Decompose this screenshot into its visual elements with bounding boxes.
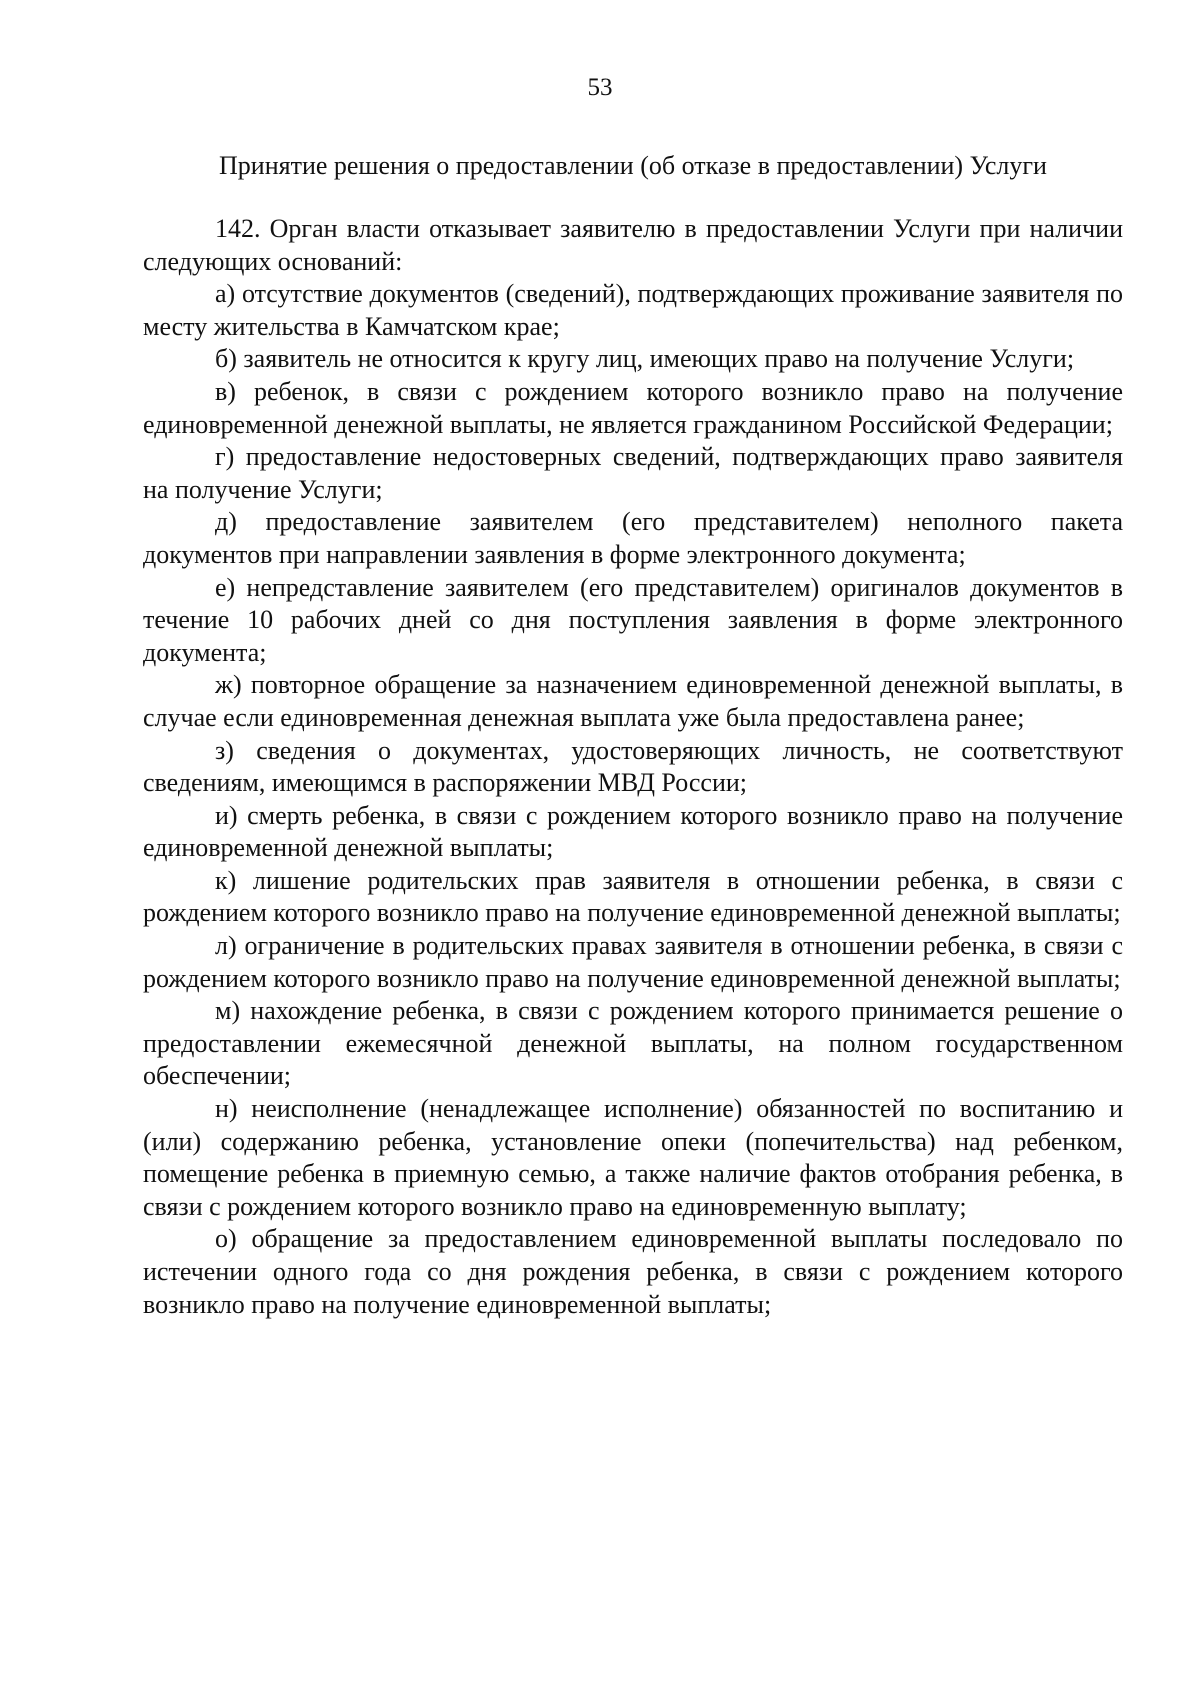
page-number: 53: [587, 74, 613, 101]
paragraph-item-l: л) ограничение в родительских правах заявителя в отношении ребенка, в связи с рождением которого возникло право на получение единовременной денежной выплаты;: [143, 931, 1123, 993]
paragraph-item-v: в) ребенок, в связи с рождением которого возникло право на получение единовременной денежной выплаты, не является гражданином Российской Федерации;: [143, 376, 1123, 439]
section-title: Принятие решения о предоставлении (об отказе в предоставлении) Услуги: [219, 151, 1047, 180]
paragraph-item-g: г) предоставление недостоверных сведений, подтверждающих право заявителя на получение Услуги;: [143, 442, 1123, 504]
paragraph-item-k: к) лишение родительских прав заявителя в отношении ребенка, в связи с рождением которого возникло право на получение единовременной денежной выплаты;: [143, 865, 1123, 928]
paragraph-item-a: а) отсутствие документов (сведений), подтверждающих проживание заявителя по месту жительства в Камчатском крае;: [143, 279, 1123, 341]
paragraph-item-e: е) непредставление заявителем (его представителем) оригиналов документов в течение 10 рабочих дней со дня поступления заявления в форме электронного документа;: [143, 572, 1123, 667]
document-body: [143, 213, 1123, 1321]
paragraph-item-zh: ж) повторное обращение за назначением единовременной денежной выплаты, в случае если единовременная денежная выплата уже была предоставлена ранее;: [143, 670, 1123, 732]
paragraph-item-b: б) заявитель не относится к кругу лиц, имеющих право на получение Услуги;: [215, 344, 1075, 374]
paragraph-item-n: н) неисполнение (ненадлежащее исполнение) обязанностей по воспитанию и (или) содержанию ребенка, установление опеки (попечительства) над ребенком, помещение ребенка в приемную семью, а также наличие фактов отобрания ребенка, в связи с рождением которого возникло право на единовременную выплату;: [143, 1094, 1123, 1221]
paragraph-item-d: д) предоставление заявителем (его представителем) неполного пакета документов при направлении заявления в форме электронного документа;: [143, 507, 1123, 569]
paragraph-item-z: з) сведения о документах, удостоверяющих личность, не соответствуют сведениям, имеющимся в распоряжении МВД России;: [143, 735, 1123, 798]
paragraph-item-m: м) нахождение ребенка, в связи с рождением которого принимается решение о предоставлении ежемесячной денежной выплаты, на полном государственном обеспечении;: [143, 996, 1123, 1091]
paragraph-item-i: и) смерть ребенка, в связи с рождением которого возникло право на получение единовременной денежной выплаты;: [143, 800, 1123, 863]
paragraph-142-intro: 142. Орган власти отказывает заявителю в предоставлении Услуги при наличии следующих оснований:: [143, 214, 1123, 276]
paragraph-item-o: о) обращение за предоставлением единовременной выплаты последовало по истечении одного года со дня рождения ребенка, в связи с рождением которого возникло право на получение единовременной выплаты;: [143, 1224, 1123, 1319]
